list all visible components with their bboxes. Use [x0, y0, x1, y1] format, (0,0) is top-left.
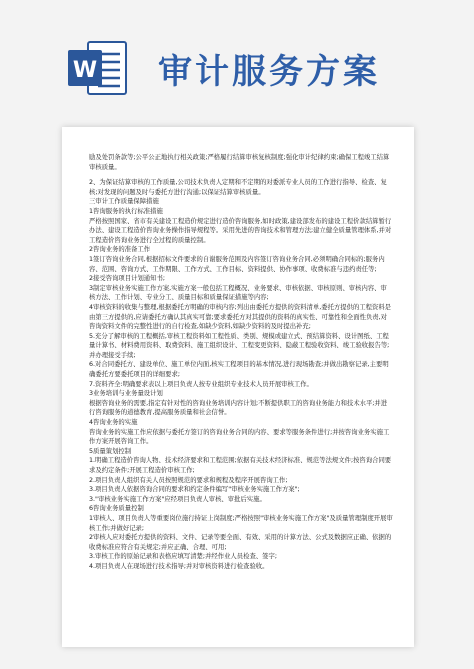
- subsection-heading: 4咨询业务的实施: [89, 419, 138, 427]
- page-title: 审计服务方案: [158, 52, 380, 92]
- paragraph: 5.充分了解审核的工程概括,审核工程资料如工程性质、类别、规模或建立式、预结算资料、设计图纸、工程量计算书、材料费用资料、取费资料、施工组织设计、工程变更资料、隐蔽工程验收资料、竣工验收报告等;并办理接受手续;: [89, 332, 390, 359]
- paragraph: 3."审核业务实施工作方案"应经项目负责人审核、审批后实施。: [89, 495, 266, 503]
- paragraph: 6.对合同委托方、建设单位、施工单位内面,核实工程项目的基本情况,进行现场勘查;并做出勘察记录,主要明确委托方要委托项目的详细要求;: [89, 361, 389, 379]
- paragraph: 3制定审核业务实施工作方案,实施方案一般包括工程概况、业务要求、审核依据、审核原则、审核内容、审核方法、工作计划、专业分工、质量目标和质量保证措施等内容;: [89, 284, 387, 302]
- paragraph: 严格按照国家、省市有关建设工程造价规定进行造价咨询服务,如时政策,建设部发布的建设工程价款结算暂行办法、建设工程造价咨询业务操作指导规程等。采用先进的咨询技术和管理方法;建立健全质量管理体系,并对工程造价咨询业务进行全过程的质量控制。: [89, 217, 392, 244]
- section-heading: 三审计工作质量保障措施: [89, 198, 159, 206]
- paragraph: 4审核资料的收集与整理,根据委托方明确的审核内容;列出由委托方提供的资料清单,委托方提供的工程资料是由第三方提供的,应请委托方确认其真实可靠;要求委托方对其提供的资料的真实性、可靠性和全面性负责,对咨询资料文件的完整性进行的自行检查,如缺少资料,如缺少资料的及时提出补充;: [89, 303, 392, 331]
- paragraph: 3.审核工作的原始记录和表格应填写清楚;并经作业人员检查、签字;: [89, 553, 277, 561]
- subsection-heading: 1咨询服务的执行标准措施: [89, 207, 163, 215]
- paragraph: 3.项目负责人依据咨询合同的要求和约定条件编写"审核业务实施工作方案";: [89, 486, 300, 494]
- subsection-heading: 2咨询业务的准备工作: [89, 246, 151, 254]
- subsection-heading: 3业务培训与业务量设计划: [89, 390, 163, 398]
- document-body: [89, 153, 393, 572]
- paragraph: 7.资料齐全:明确要求表以上项目负责人按专业组织专业技术人员开展审核工作。: [89, 380, 313, 388]
- subsection-heading: 6咨询业务质量控制: [89, 505, 144, 513]
- paragraph: 1审核人、项目负责人等重要岗位施行持证上岗制度;严格按照"审核业务实施工作方案"及质量管理制度开展审核工作;并做好记录;: [89, 514, 393, 532]
- paragraph: 励及处罚条款等;公平公正地执行相关政策;严格履行结算审核复核制度;强化审计纪律约束;确保工程竣工结算审核质量。: [89, 154, 390, 171]
- paragraph: 根据咨询业务的需要,指定有针对性的咨询业务培训内容计划;不断提供职工的咨询业务能力和技术水平;并进行咨询服务的道德教育,提高服务质量和社会信誉。: [89, 399, 388, 417]
- word-icon-letter: W: [72, 58, 98, 83]
- word-document-icon: [66, 36, 130, 100]
- paragraph: 1.明确工程造价咨询人物、技术经济要求和工程范围;依据有关技术经济标准、规范等法规文件;按咨询合同要求及约定条件;开展工程造价审核工作;: [89, 457, 392, 474]
- paragraph: 2.项目负责人组织有关人员按照规范的要求和规程及程序开展咨询工作;: [89, 476, 288, 484]
- paragraph: 2接受咨询项目计划通知书;: [89, 275, 165, 283]
- paragraph: 1签订咨询业务合同,根据招标文件要求的自谢服务范围及内容签订咨询业务合同,必须明确合同标的;服务内容、范围、咨询方式、工作期限、工作方式、工作目标、资料提供、协作事项、收费标准与违约责任等;: [89, 255, 385, 273]
- header: [0, 0, 474, 120]
- document-page: [62, 127, 414, 647]
- paragraph: 咨询业务的实施工作应依据与委托方签订的咨询业务合同的内容、要求等服务条件进行;并按咨询业务实施工作方案开展咨询工作。: [89, 428, 390, 446]
- subsection-heading: 5质量策划控制: [89, 447, 132, 455]
- paragraph: 2审核人应对委托方提供的资料、文件、记录等要全面、有效、采用的计算方法、公式及数据应正确、依据的收费标准应符合有关规定;并应正确、合理、可用;: [89, 534, 392, 551]
- paragraph: 4.项目负责人在现场进行技术指导;并对审核资料进行检查验收。: [89, 562, 269, 570]
- paragraph: 2、为保证结算审核的工作质量,公司技术负责人定期和不定期的对委派专业人员的工作进行指导、检查、复核;对发现的问题及时与委托方进行沟通;以保证结算审核质量。: [89, 179, 387, 196]
